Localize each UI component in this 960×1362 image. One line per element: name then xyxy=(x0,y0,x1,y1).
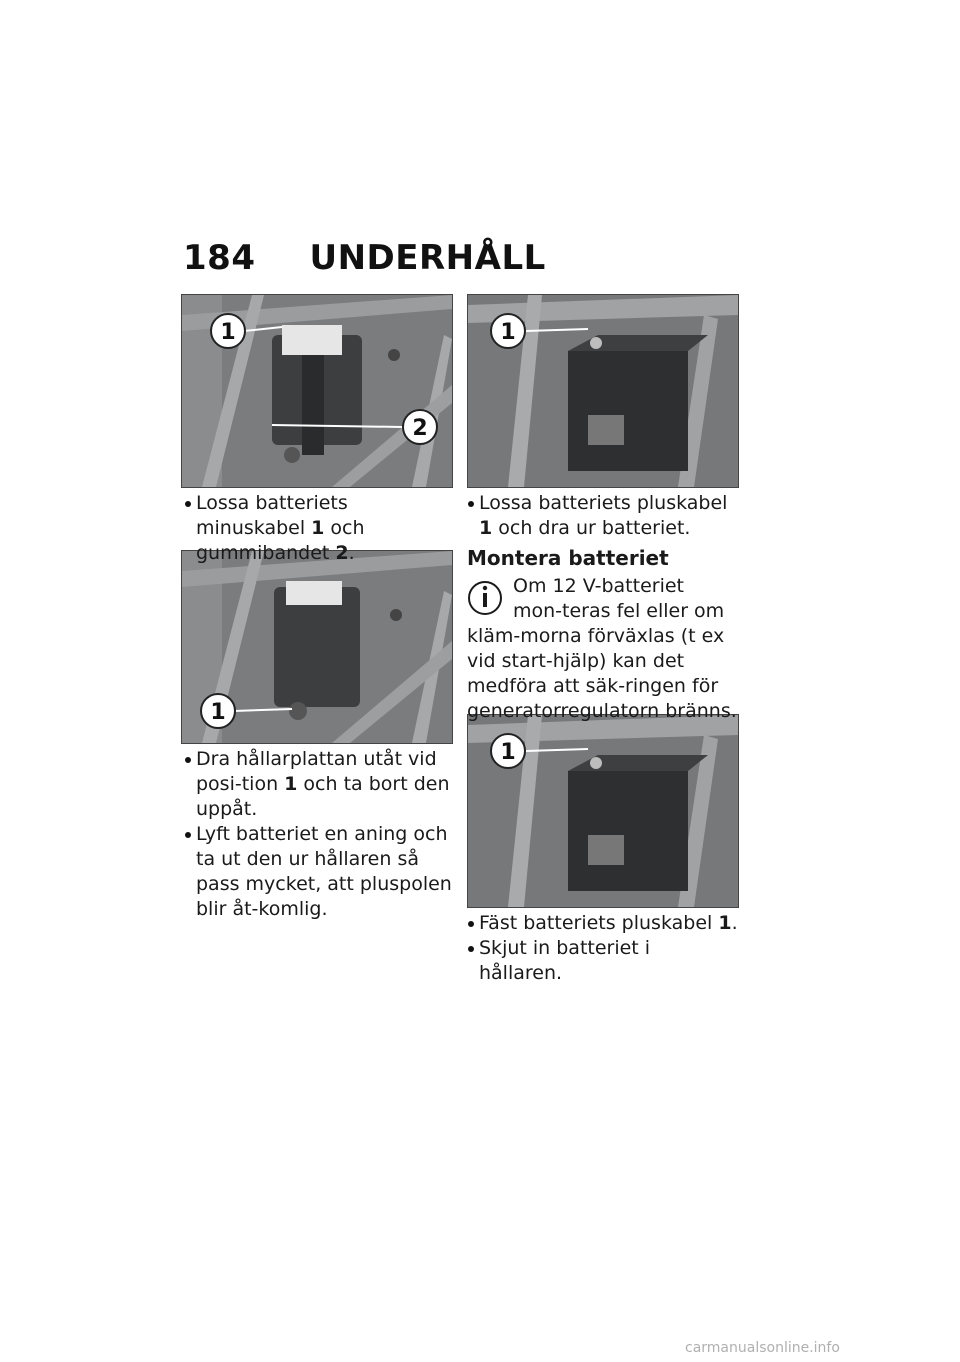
figure-minus-cable-illustration xyxy=(182,295,452,487)
list-item: Lossa batteriets minuskabel 1 och gummibandet 2. xyxy=(184,491,454,566)
watermark: carmanualsonline.info xyxy=(685,1340,840,1356)
info-icon xyxy=(467,576,507,620)
figure-plus-cable xyxy=(467,294,739,488)
figure-plus-cable-attach-illustration xyxy=(468,715,738,907)
page-number: 184 xyxy=(183,238,256,278)
figure-callout: 1 xyxy=(500,320,516,345)
section-title: Montera batteriet xyxy=(467,546,669,570)
list-item: Skjut in batteriet i hållaren. xyxy=(467,936,739,986)
figure-callout: 2 xyxy=(412,416,428,441)
figure-callout: 1 xyxy=(220,320,236,345)
list-item: Dra hållarplattan utåt vid posi-tion 1 och ta bort den uppåt. xyxy=(184,747,454,822)
list-item: Lossa batteriets pluskabel 1 och dra ur batteriet. xyxy=(467,491,739,541)
left-step-1 xyxy=(184,491,454,566)
figure-callout: 1 xyxy=(500,740,516,765)
figure-callout: 1 xyxy=(210,700,226,725)
note-box xyxy=(467,574,739,724)
right-steps-2-3 xyxy=(467,911,739,986)
left-steps-2-3 xyxy=(184,747,454,922)
page-title: UNDERHÅLL xyxy=(309,238,546,278)
list-item: Fäst batteriets pluskabel 1. xyxy=(467,911,739,936)
figure-minus-cable xyxy=(181,294,453,488)
figure-plus-cable-illustration xyxy=(468,295,738,487)
figure-plus-cable-attach xyxy=(467,714,739,908)
figure-retaining-plate xyxy=(181,550,453,744)
figure-retaining-plate-illustration xyxy=(182,551,452,743)
right-step-1 xyxy=(467,491,739,541)
note-text: Om 12 V-batteriet mon-teras fel eller om kläm-morna förväxlas (t ex vid start-hjälp) kan det medföra att säk-ringen för generatorregulatorn bränns. xyxy=(467,575,737,722)
list-item: Lyft batteriet en aning och ta ut den ur hållaren så pass mycket, att pluspolen blir åt-komlig. xyxy=(184,822,454,922)
page-header xyxy=(183,238,546,278)
